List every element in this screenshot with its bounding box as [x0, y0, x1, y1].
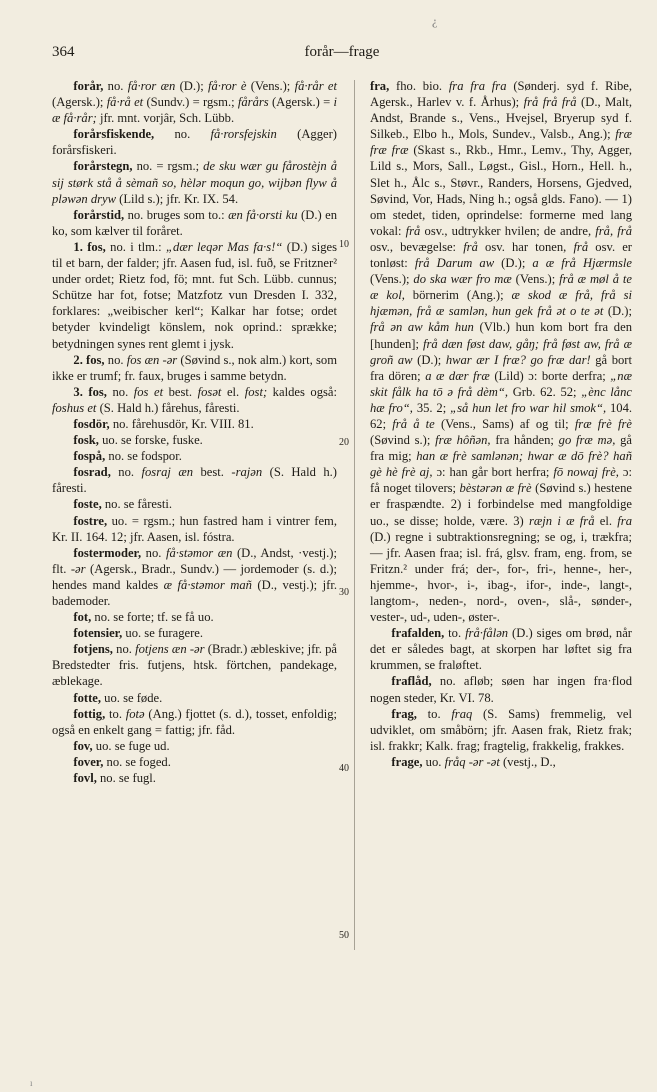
entry-text: (D., Andst, ·vestj.); flt.: [52, 545, 337, 576]
entry-headword: fraflåd,: [391, 674, 432, 689]
entry-headword: 1. fos,: [73, 239, 106, 254]
entry-phonetic: få·rår et: [294, 79, 338, 93]
entry-phonetic: frå: [463, 239, 478, 254]
entry-phonetic: frå, frå: [595, 223, 632, 238]
entry-text: uo. se furagere.: [122, 626, 204, 641]
entry-phonetic: „næ skit fålk ha tō ə frå dèm“,: [370, 368, 632, 399]
entry-text: (Vens., Sams) af og til;: [434, 416, 575, 431]
entry-phonetic: frå å te: [392, 416, 435, 431]
entry-text: no. se fodspor.: [105, 449, 182, 464]
entry-text: no. i tlm.:: [105, 239, 167, 254]
entry-headword: 3. fos,: [73, 384, 107, 399]
entry-text: (Agger) forårsfiskeri.: [52, 127, 337, 158]
dictionary-entry: [370, 673, 632, 705]
entry-phonetic: fotə: [125, 706, 145, 721]
entry-text: no. afløb; søen har ingen fra·flod nogen steder, Kr. VI. 78.: [370, 674, 632, 705]
entry-text: (Vens.);: [246, 79, 295, 93]
entry-phonetic: a æ dær fræ: [425, 368, 490, 383]
entry-text: (Agersk.) =: [268, 95, 334, 110]
dictionary-entry: [52, 384, 337, 416]
entry-text: (Lild) ɔ: borte derfra;: [489, 368, 611, 383]
entry-phonetic: fotjens æn -ər: [135, 642, 205, 657]
dictionary-entry: [52, 770, 337, 786]
column-divider: [354, 80, 355, 950]
entry-text: kaldes også:: [267, 384, 337, 399]
entry-headword: frafalden,: [391, 626, 445, 641]
entry-headword: fotte,: [73, 690, 102, 705]
entry-phonetic: fårårs: [237, 95, 269, 110]
entry-text: no.: [106, 384, 134, 399]
entry-phonetic: fosraj æn: [141, 465, 194, 480]
entry-phonetic: frå·fålən: [465, 626, 509, 641]
entry-text: osv. er tonløst:: [370, 239, 632, 271]
line-marker-40: 40: [339, 763, 349, 774]
entry-headword: fottig,: [73, 706, 106, 721]
entry-text: no. fårehusdör, Kr. VIII. 81.: [109, 416, 254, 431]
entry-phonetic: fosət: [197, 384, 222, 399]
entry-text: (Sundv.) = rgsm.;: [143, 95, 238, 110]
entry-phonetic: fråq -ər -ət: [444, 754, 500, 769]
dictionary-entry: [52, 158, 337, 206]
corner-mark: ¿: [432, 14, 438, 28]
entry-text: el.: [594, 513, 618, 528]
entry-phonetic: do ska wær fro mæ: [413, 272, 512, 287]
entry-headword: forår,: [73, 79, 104, 93]
entry-text: (S. Hald h.) fåresti.: [52, 465, 337, 496]
line-marker-30: 30: [339, 587, 349, 598]
entry-text: (Agersk.);: [52, 95, 107, 110]
entry-text: (vestj., D.,: [499, 754, 556, 769]
entry-text: (Ang.) fjottet (s. d.), tosset, enfoldig; også en enkelt gang = fattig; jfr. fåd.: [52, 706, 337, 737]
entry-text: (D.);: [412, 352, 446, 367]
dictionary-entry: [52, 496, 337, 512]
entry-text: 35. 2;: [412, 400, 451, 415]
entry-text: (Søvind s.);: [370, 433, 436, 448]
entry-headword: fov,: [73, 738, 93, 753]
dictionary-entry: [52, 448, 337, 464]
entry-phonetic: „så hun let fro war hil smok“,: [450, 400, 607, 415]
entry-text: gå fra mig;: [370, 433, 632, 464]
entry-text: ɔ: han går bort herfra;: [432, 465, 554, 480]
entry-phonetic: frå: [573, 239, 589, 254]
dictionary-entry: [52, 464, 337, 496]
dictionary-entry: [370, 754, 632, 770]
margin-mark: ı: [30, 1078, 33, 1088]
entry-text: 104. 62;: [370, 400, 633, 431]
entry-text: (Vlb.) hun kom bort fra den [hunden];: [370, 320, 632, 351]
entry-headword: fotjens,: [73, 642, 113, 657]
dictionary-entry: [370, 78, 632, 625]
entry-text: no.: [103, 79, 128, 93]
entry-phonetic: æ skod æ frå, frå si hjæmən, frå æ samlən, hun gek frå ət o te ət: [370, 288, 632, 319]
running-head: forår—frage: [304, 44, 380, 60]
entry-text: Grb. 62. 52;: [508, 384, 582, 399]
dictionary-entry: [52, 545, 337, 609]
entry-phonetic: han æ frè samlənən; hwar æ dō frè? hañ gè hè frè aj,: [370, 449, 632, 480]
entry-headword: fosrad,: [73, 465, 111, 480]
entry-phonetic: „ènc lånc hæ fro“,: [370, 384, 632, 415]
entry-text: (Søvind s.) hestene er fraspændte. 2) i forbindelse med mangfoldige uo., se disse; holde, være. 3): [370, 481, 632, 528]
entry-phonetic: frå frå frå: [523, 95, 577, 110]
entry-text: no.: [110, 465, 142, 480]
entry-text: fho. bio.: [389, 79, 449, 93]
entry-phonetic: frå ən aw kåm hun: [370, 320, 474, 335]
entry-text: (D.) siges om brød, når det er således bagt, at skorpen har løftet sig fra krummen, se fraløftet.: [370, 626, 633, 673]
entry-text: best.: [193, 465, 232, 480]
entry-text: (D.) en ko, som kælver til foråret.: [52, 207, 338, 238]
entry-phonetic: de sku wær gu fårostèjn å sij størk stå å sèmañ so, hèlər moqun go, wijbən flyw å pləwən dryw: [52, 159, 337, 206]
entry-phonetic: fra: [617, 513, 632, 528]
entry-headword: frage,: [391, 754, 423, 769]
entry-headword: fosdör,: [73, 416, 110, 431]
entry-text: osv., udtrykker hvilen; de andre,: [420, 223, 596, 238]
entry-text: (Vens.);: [370, 272, 414, 287]
entry-text: uo. se føde.: [101, 690, 163, 705]
dictionary-entry: [52, 432, 337, 448]
entry-text: fra hånden;: [490, 433, 559, 448]
dictionary-entry: [52, 754, 337, 770]
entry-text: no.: [154, 127, 211, 142]
entry-text: (D.);: [603, 304, 632, 319]
line-marker-50: 50: [339, 930, 349, 941]
entry-text: osv. har tonen,: [477, 239, 574, 254]
entry-phonetic: foshus et: [52, 400, 97, 415]
right-column: [370, 78, 632, 770]
entry-text: no. se forte; tf. se få uo.: [91, 610, 214, 625]
entry-text: no. = rgsm.;: [132, 159, 204, 174]
dictionary-entry: [52, 126, 337, 158]
entry-phonetic: frå Darum aw: [414, 256, 495, 271]
dictionary-entry: [52, 513, 337, 545]
entry-phonetic: a æ frå Hjærmsle: [532, 256, 633, 271]
dictionary-entry: [52, 625, 337, 641]
entry-text: to.: [105, 706, 126, 721]
entry-phonetic: fraq: [451, 706, 473, 721]
entry-phonetic: go fræ mə,: [558, 433, 616, 448]
entry-text: no. bruges som to.:: [124, 207, 229, 222]
entry-text: no.: [112, 642, 136, 657]
entry-phonetic: frå: [405, 223, 421, 238]
entry-headword: forårstegn,: [73, 159, 133, 174]
entry-text: (D., Malt, Andst, Brande s., Vens., Hvejsel, Bryerup syd f. Silkeb., Elbo h., Mols, Sundev., Valsb., Ang.);: [370, 95, 633, 142]
entry-text: (Skast s., Rkb., Hmr., Lemv., Thy, Agger, Lild s., Mors, Sall., Løgst., Gisl., Horn., Hell. h., Slet h., Ålc s., Støvr., Randers, Horsens, Gjedved, Søvind, Vor, Hads, Ning h.; også glds. Fano). — 1) om stedet, tiden, oprindelse: formerne med lang vokal:: [370, 143, 632, 238]
dictionary-entry: [52, 416, 337, 432]
entry-headword: fostermoder,: [73, 545, 142, 560]
entry-phonetic: i æ få·rår;: [52, 95, 337, 126]
dictionary-entry: [52, 207, 337, 239]
entry-text: to.: [416, 706, 452, 721]
entry-phonetic: få·stəmor æn: [165, 545, 233, 560]
entry-phonetic: få·ror è: [208, 79, 247, 93]
entry-headword: fostre,: [73, 513, 108, 528]
entry-headword: foste,: [73, 497, 102, 512]
dictionary-entry: [52, 239, 337, 352]
entry-text: (Bradr.) æbleskive; jfr. på Bredstedter fris. futjens, htsk. förtchen, pandekage, æblekage.: [52, 642, 338, 689]
entry-phonetic: fos et: [133, 384, 164, 399]
entry-text: (Søvind s., nok alm.) kort, som ikke er trumf; fr. faux, bruges i samme betydn.: [52, 352, 337, 383]
entry-text: (D.);: [175, 79, 208, 93]
dictionary-entry: [52, 690, 337, 706]
entry-phonetic: fost;: [244, 384, 268, 399]
entry-headword: forårstid,: [73, 207, 125, 222]
left-column: [52, 78, 337, 786]
entry-text: (Agersk., Bradr., Sundv.) — jordemoder (s. d.); hendes mand kaldes: [52, 561, 337, 592]
entry-text: (Sønderj. syd f. Ribe, Agersk., Harlev v. f. Århus);: [370, 79, 633, 110]
dictionary-entry: [52, 706, 337, 738]
dictionary-entry: [52, 641, 337, 689]
entry-text: (D.) regne i subtraktionsregning; se og, i, trækfra; — jfr. Aasen fraa; isl. frá, glsv. fram, eng. from, se Fritzn.² under frá; der-, for-, fri-, henne-, her-, hjemme-, hvor-, i-, ibag-, ifor-, inde-, langt-, langtom-, neden-, nord-, oven-, slå-, sønder-, vester-, ud-, uden-, øster-.: [370, 529, 632, 625]
dictionary-entry: [52, 78, 337, 126]
entry-text: (S. Sams) fremmelig, vel udviklet, om småbörn; jfr. Aasen frak, Rietz frak; isl. frakkr; Kalk. frag; fragtelig, frakkelig, frakkes.: [370, 706, 632, 753]
entry-text: no. se fåresti.: [101, 497, 173, 512]
entry-text: no.: [141, 545, 166, 560]
entry-headword: 2. fos,: [73, 352, 105, 367]
line-marker-20: 20: [339, 437, 349, 448]
dictionary-entry: [52, 738, 337, 754]
entry-headword: fovl,: [73, 771, 97, 786]
entry-text: gå bort fra dören;: [370, 352, 632, 383]
page-number: 364: [52, 44, 75, 60]
page-header: [52, 44, 632, 68]
entry-phonetic: æn få·orsti ku: [228, 207, 298, 222]
entry-phonetic: „dær leqər Mas fa·s!“: [166, 239, 283, 254]
entry-text: no. se foged.: [103, 754, 171, 769]
line-marker-10: 10: [339, 239, 349, 250]
entry-text: no.: [104, 352, 127, 367]
entry-text: (D., vestj.); jfr. bademoder.: [52, 577, 337, 608]
entry-phonetic: frå æ møl å te æ kol,: [370, 272, 632, 303]
entry-text: uo. = rgsm.; hun fastred ham i vintrer fem, Kr. II. 164. 12; jfr. Aasen, isl. fóstra.: [52, 513, 337, 544]
dictionary-entry: [52, 609, 337, 625]
entry-phonetic: få·rorsfejskin: [210, 127, 277, 142]
entry-text: (D.);: [494, 256, 533, 271]
entry-text: (D.) siges til et barn, der falder; jfr. Aasen fud, isl. fuð, se Fritzner² under ordet; Rietz fod, fö; mnt. fut Sch. Lübb. cunnus; Schütze har fot, fotse; Matzfotz vun Dresden I. 332, forklares: „weibischer kerl“; Kalkar har fotse; ordet betyder kvindeligt könslem, nok oprind.: sprække; betydningen synes rent glemt i jysk.: [52, 239, 337, 351]
entry-text: best.: [163, 384, 198, 399]
entry-phonetic: ræjn i æ frå: [528, 513, 595, 528]
entry-text: to.: [444, 626, 466, 641]
entry-text: (S. Hald h.) fårehus, fåresti.: [96, 400, 240, 415]
entry-headword: fra,: [370, 79, 390, 93]
entry-headword: fot,: [73, 610, 92, 625]
entry-text: no. se fugl.: [96, 771, 156, 786]
entry-text: uo.: [422, 754, 445, 769]
entry-headword: fotensier,: [73, 626, 123, 641]
entry-headword: fosk,: [73, 433, 99, 448]
entry-text: el.: [221, 384, 245, 399]
entry-text: uo. se fuge ud.: [92, 738, 170, 753]
entry-phonetic: fræ fræ fræ: [370, 127, 632, 158]
entry-phonetic: få·rå et: [106, 95, 144, 110]
entry-headword: fover,: [73, 754, 104, 769]
entry-phonetic: -rajən: [231, 465, 263, 480]
entry-phonetic: fra fra fra: [448, 79, 507, 93]
entry-phonetic: bèstərən æ frè: [459, 481, 532, 496]
entry-phonetic: fō nowaj frè,: [553, 465, 619, 480]
dictionary-entry: [370, 706, 632, 754]
entry-phonetic: fræ hôñən,: [435, 433, 491, 448]
entry-phonetic: hwar ær I fræ? go fræ dar!: [445, 352, 591, 367]
entry-headword: forårsfiskende,: [73, 127, 155, 142]
entry-headword: frag,: [391, 706, 417, 721]
entry-phonetic: -ər: [70, 561, 86, 576]
entry-phonetic: fos æn -ər: [126, 352, 178, 367]
dictionary-entry: [370, 625, 632, 673]
entry-phonetic: få·ror æn: [127, 79, 176, 93]
entry-text: (Vens.);: [511, 272, 560, 287]
entry-text: (Lild s.); jfr. Kr. IX. 54.: [116, 191, 239, 206]
entry-text: jfr. mnt. vorjâr, Sch. Lübb.: [96, 111, 235, 126]
dictionary-entry: [52, 352, 337, 384]
entry-text: börnerim (Ang.);: [404, 288, 512, 303]
entry-text: uo. se forske, fuske.: [98, 433, 203, 448]
entry-phonetic: frå dæn føst daw, gåŋ; frå føst aw, frå æ groñ aw: [370, 336, 633, 367]
entry-phonetic: æ få·stəmor mañ: [163, 577, 252, 592]
entry-phonetic: fræ frè frè: [574, 416, 632, 431]
entry-text: osv., bevægelse:: [370, 239, 464, 254]
entry-headword: fospå,: [73, 449, 106, 464]
entry-text: ɔ: få noget tilovers;: [370, 465, 632, 496]
